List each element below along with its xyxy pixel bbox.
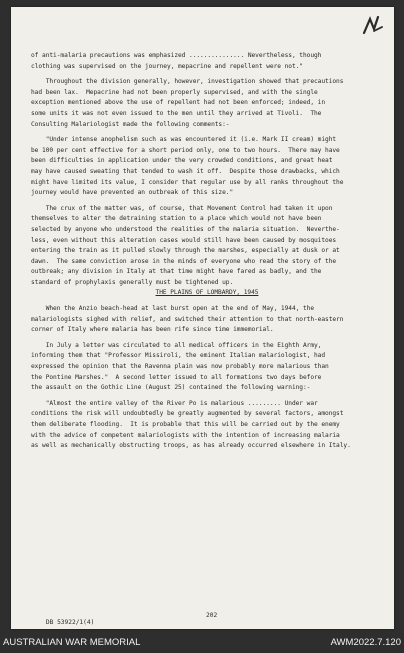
text-line: journey would have prevented an outbreak of this size." bbox=[31, 189, 234, 197]
page-number: 202 bbox=[206, 612, 218, 619]
text-line: malariologists sighed with relief, and switched their attention to that north-eastern bbox=[31, 315, 344, 323]
text-line: entering the train as it pulled slowly through the marshes, especially at dusk or at bbox=[31, 247, 340, 255]
paragraphs-block-1 bbox=[31, 51, 383, 288]
archive-caption-bar bbox=[0, 633, 404, 653]
text-line: standard of prophylaxis generally must be tightened up. bbox=[31, 278, 234, 286]
text-line: as well as mechanically obstructing troops, as has already occurred elsewhere in Italy. bbox=[31, 442, 351, 450]
text-line: exception mentioned above the use of repellent had not been enforced; indeed, in bbox=[31, 99, 326, 107]
text-line: dawn. The same conviction arose in the minds of everyone who read the story of the bbox=[31, 257, 337, 265]
text-line: outbreak; any division in Italy at that time might have fared as badly, and the bbox=[31, 268, 322, 276]
document-page bbox=[11, 7, 394, 629]
text-line: them deliberate flooding. It is probable that this will be carried out by the enemy bbox=[31, 421, 340, 428]
text-line: might have limited its value, I consider that regular use by all ranks throughout the bbox=[31, 178, 344, 186]
handwritten-mark-icon bbox=[356, 13, 386, 39]
text-line: of anti-malaria precautions was emphasized ............... Nevertheless, though bbox=[31, 52, 322, 59]
text-line: the Pontine Marshes." A second letter issued to all formations two days before bbox=[31, 373, 322, 381]
text-line: clothing was supervised on the journey, mepacrine and repellent were not." bbox=[31, 62, 303, 70]
text-line: may have caused sweating that tended to wash it off. Despite those drawbacks, which bbox=[31, 167, 340, 175]
text-line: selected by anyone who understood the realities of the malaria situation. Neverthe- bbox=[31, 225, 340, 233]
text-line: with the advice of competent malariologists with the intention of increasing malaria bbox=[31, 431, 340, 439]
text-line: informing them that "Professor Missiroli, the eminent Italian malariologist, had bbox=[31, 352, 326, 360]
text-line: expressed the opinion that the Ravenna plain was now probably more malarious than bbox=[31, 363, 329, 371]
text-line: Consulting Malariologist made the following comments:- bbox=[31, 120, 230, 128]
text-line: When the Anzio beach-head at last burst open at the end of May, 1944, the bbox=[31, 305, 314, 313]
text-line: In July a letter was circulated to all medical officers in the Eighth Army, bbox=[31, 341, 322, 349]
text-line: be 100 per cent effective for a short period only, one to two hours. There may have bbox=[31, 146, 340, 154]
text-line: been difficulties in application under the very crowded conditions, and great heat bbox=[31, 157, 333, 165]
text-line: had been lax. Mepacrine had not been properly supervised, and with the single bbox=[31, 88, 318, 96]
document-text bbox=[31, 51, 383, 452]
text-line: themselves to alter the detraining station to a place which would not have been bbox=[31, 215, 322, 223]
text-line: conditions the risk will undoubtedly be greatly augmented by several factors, amongst bbox=[31, 410, 344, 418]
text-line: Throughout the division generally, however, investigation showed that precautions bbox=[31, 78, 344, 86]
text-line: The crux of the matter was, of course, that Movement Control had taken it upon bbox=[31, 204, 333, 212]
text-line: some units it was not even issued to the men until they arrived at Tivoli. The bbox=[31, 109, 322, 117]
archive-name: AUSTRALIAN WAR MEMORIAL bbox=[3, 637, 141, 648]
paragraphs-block-2 bbox=[31, 304, 383, 452]
text-line: the assault on the Gothic Line (August 25) contained the following warning:- bbox=[31, 384, 311, 392]
text-line: "Under intense anophelism such as was encountered it (i.e. Mark II cream) might bbox=[31, 136, 337, 144]
document-reference: DB 53922/1(4) bbox=[45, 619, 95, 626]
archive-record-id: AWM2022.7.120 bbox=[330, 637, 401, 648]
text-line: corner of Italy where malaria has been rife since time immemorial. bbox=[31, 326, 274, 334]
text-line: "Almost the entire valley of the River Po is malarious ......... Under war bbox=[31, 399, 318, 407]
text-line: less, even without this alteration cases would still have been caused by mosquitoes bbox=[31, 236, 337, 244]
section-heading: THE PLAINS OF LOMBARDY, 1945 bbox=[155, 289, 259, 297]
